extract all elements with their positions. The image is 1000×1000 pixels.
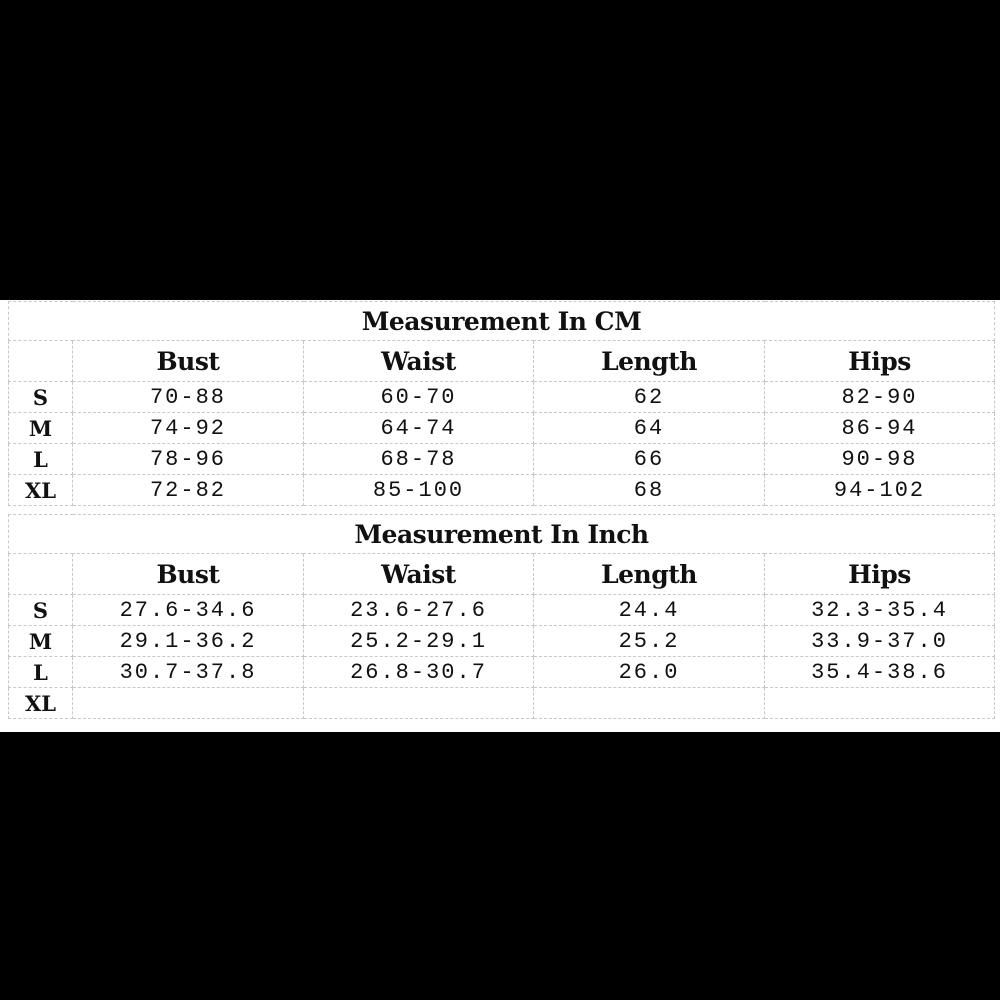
length-value: 26.0 [534, 657, 765, 688]
length-value: 66 [534, 444, 765, 475]
column-header-hips: Hips [765, 341, 995, 382]
bust-value: 74-92 [73, 413, 304, 444]
column-header-length: Length [534, 554, 765, 595]
length-value: 64 [534, 413, 765, 444]
table-row [9, 413, 995, 444]
hips-value: 82-90 [765, 382, 995, 413]
length-value: 68 [534, 475, 765, 506]
table-row [9, 444, 995, 475]
size-label: XL [9, 475, 73, 506]
table-title: Measurement In CM [9, 302, 995, 341]
waist-value [304, 688, 534, 719]
column-header-bust: Bust [73, 341, 304, 382]
size-label: XL [9, 688, 73, 719]
waist-value: 85-100 [304, 475, 534, 506]
table-row [9, 595, 995, 626]
hips-value: 32.3-35.4 [765, 595, 995, 626]
table-title: Measurement In Inch [9, 515, 995, 554]
size-label: S [9, 382, 73, 413]
size-label: M [9, 413, 73, 444]
bust-value [73, 688, 304, 719]
waist-value: 68-78 [304, 444, 534, 475]
column-header-waist: Waist [304, 554, 534, 595]
waist-value: 64-74 [304, 413, 534, 444]
column-header-hips: Hips [765, 554, 995, 595]
header-row [9, 341, 995, 382]
column-header-bust: Bust [73, 554, 304, 595]
waist-value: 25.2-29.1 [304, 626, 534, 657]
measurement-inch-table [8, 514, 995, 719]
column-header-length: Length [534, 341, 765, 382]
hips-value: 33.9-37.0 [765, 626, 995, 657]
length-value [534, 688, 765, 719]
length-value: 24.4 [534, 595, 765, 626]
hips-value: 35.4-38.6 [765, 657, 995, 688]
bust-value: 72-82 [73, 475, 304, 506]
measurement-cm-table [8, 301, 995, 506]
table-row [9, 657, 995, 688]
size-label: L [9, 657, 73, 688]
waist-value: 23.6-27.6 [304, 595, 534, 626]
bust-value: 30.7-37.8 [73, 657, 304, 688]
size-chart-panel [0, 300, 1000, 732]
length-value: 62 [534, 382, 765, 413]
size-label: L [9, 444, 73, 475]
bust-value: 70-88 [73, 382, 304, 413]
size-label: M [9, 626, 73, 657]
table-row [9, 688, 995, 719]
hips-value: 90-98 [765, 444, 995, 475]
corner-cell [9, 341, 73, 382]
waist-value: 26.8-30.7 [304, 657, 534, 688]
header-row [9, 554, 995, 595]
length-value: 25.2 [534, 626, 765, 657]
bust-value: 78-96 [73, 444, 304, 475]
hips-value: 86-94 [765, 413, 995, 444]
column-header-waist: Waist [304, 341, 534, 382]
table-row [9, 475, 995, 506]
table-row [9, 626, 995, 657]
size-label: S [9, 595, 73, 626]
table-row [9, 382, 995, 413]
hips-value [765, 688, 995, 719]
hips-value: 94-102 [765, 475, 995, 506]
corner-cell [9, 554, 73, 595]
bust-value: 27.6-34.6 [73, 595, 304, 626]
bust-value: 29.1-36.2 [73, 626, 304, 657]
waist-value: 60-70 [304, 382, 534, 413]
